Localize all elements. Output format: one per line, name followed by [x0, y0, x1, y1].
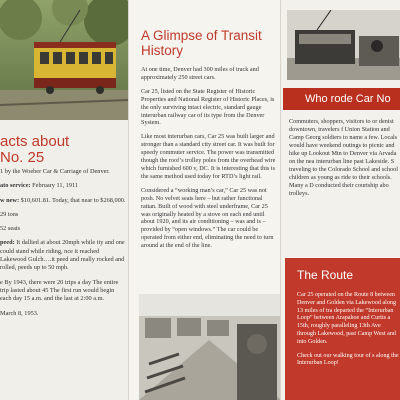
facts-heading [0, 134, 69, 166]
fact-text: $10,601.81. Today, that near to $268,000. [19, 196, 126, 204]
who-rode-body: Commuters, shoppers, visitors to or denist downtown, travelers f Union Station and Camp Georg soldiers to name a few. Locals would have weekend outings to picnic and hike up Lookout Mtn to Denver via Arvada on the nea interurban line past Lakeside. S traveling to the Colorado School and school children as young as ride to their schools. Many a D conducted their courtship abo trolleys. [289, 118, 398, 197]
left-panel [0, 0, 128, 400]
fact-text: February 11, 1911 [30, 182, 79, 190]
body-paragraph: At one time, Denver had 300 miles of track and approximately 250 street cars. [141, 66, 259, 81]
fact-label: ato service: [0, 182, 31, 190]
right-panel [280, 0, 400, 400]
fact-label: peed: [0, 239, 15, 247]
fact-text: e By 1943, there were 20 trips a day The entire trip lasted about 45 The first run would begin each day 15 a.m. and the last at 2:00 a.m. [0, 278, 119, 303]
fact-text: 1 by the Woeber Car & Carriage of Denver. [0, 168, 110, 175]
facts-heading-line2: No. 25 [0, 149, 45, 166]
route-paragraph: Check out our walking tour of s along the Interurban Loop! [297, 352, 399, 367]
body-paragraph: Like most interurban cars, Car 25 was built larger and stronger than a standard city street car. It was built for speedy commuter service. The power was transmitted though the roof’s trolley poles from the overhead wire which furnished 600 v, DC. It is interesting that this is the same method used today for RTD’s light rail. [141, 133, 276, 180]
transit-history-heading [141, 28, 262, 58]
fact-text: 29 tons [0, 210, 19, 218]
fact-item [0, 310, 126, 318]
interior-photo [139, 294, 281, 400]
fact-item [0, 211, 126, 219]
body-paragraph: Considered a “working man’s car,” Car 25 was not posh. No velvet seats here – but rather functional rattan. Built of wood with steel underframe, Car 25 was originally heated by a stove on each end until about 1920, and its air conditioning – was and is – provided by “open windows.” The car could be operated from either end, eliminating the need to turn around at the end of the line. [141, 186, 274, 250]
route-section [285, 258, 400, 400]
route-paragraph: Car 25 operated on the Route 8 between Denver and Golden via Lakewood along 13 miles of tra departed the “Interurban Loop” between Arapahoe and Curtis a 15th, roughly paralleling 13th Ave through Lakewood, past Camp West and into Golden. [297, 292, 396, 345]
fact-item [0, 168, 126, 176]
who-rode-heading: Who rode Car No [283, 88, 400, 110]
body-paragraph: Car 25, listed on the State Register of Historic Properties and National Register of Historic Places, is the only surviving intact electric, standard gauge interurban railway car of its type from the Denver System. [141, 87, 275, 127]
facts-list [0, 168, 126, 324]
fact-item [0, 239, 126, 272]
heading-line2: History [141, 43, 184, 58]
trolley-photo [0, 0, 128, 120]
route-body [297, 292, 400, 374]
fact-label: w new: [0, 196, 20, 204]
fact-item [0, 279, 126, 304]
fact-item [0, 182, 126, 190]
middle-panel [128, 0, 281, 400]
heading-line1: A Glimpse of Transit [141, 28, 262, 43]
fact-text: 52 seats [0, 225, 21, 233]
fact-item [0, 197, 126, 205]
fact-text: It dallied at about 20mph while ity and one could stand while riding, nce it reached Lakewood Gulch….it peed and really rocked and rolled, peeds up to 50 mph. [0, 239, 125, 272]
fact-item [0, 225, 126, 233]
streetcar-photo [287, 10, 400, 80]
transit-history-body [141, 66, 277, 256]
facts-heading-line1: acts about [0, 133, 70, 150]
fact-text: March 8, 1953. [0, 309, 39, 317]
route-heading: The Route [297, 268, 354, 282]
